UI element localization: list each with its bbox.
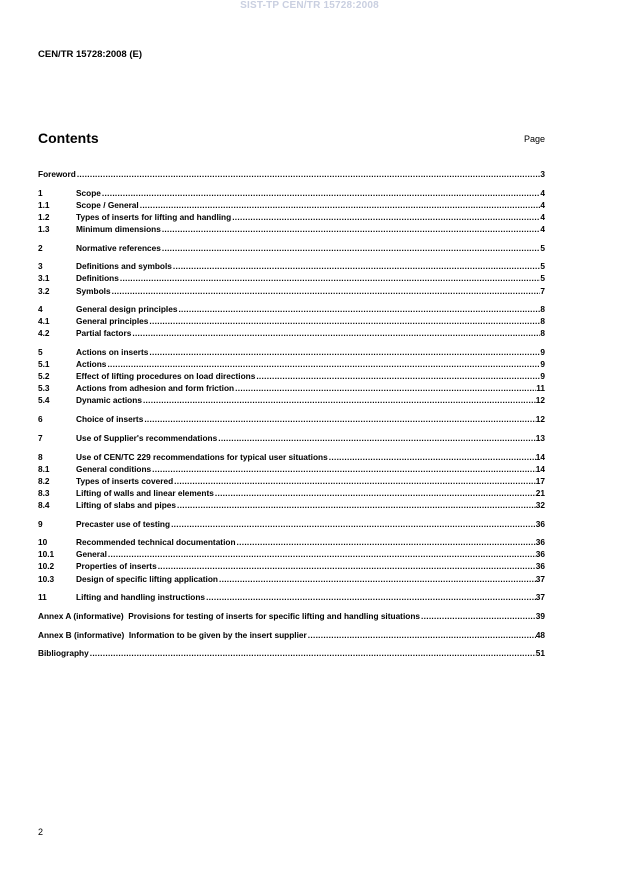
toc-group [38,518,545,530]
toc-entry-title[interactable]: Types of inserts covered [76,475,174,486]
toc-entry-number: 10 [38,537,48,548]
toc-entry[interactable] [38,285,545,297]
toc-entry[interactable] [38,187,545,199]
toc-entry[interactable] [38,591,545,603]
dot-leader [177,303,540,315]
toc-entry-number: 4.2 [38,328,50,339]
dot-leader [217,432,536,444]
toc-entry-page: 48 [535,629,545,640]
toc-entry-page: 32 [535,499,545,510]
toc-entry-number: 8.3 [38,487,50,498]
dot-leader [255,370,540,382]
toc-entry[interactable] [38,346,545,358]
toc-group [38,536,545,584]
toc-entry[interactable] [38,451,545,463]
dot-leader [143,413,535,425]
dot-leader [205,591,536,603]
toc-entry-page: 8 [540,316,545,327]
toc-entry[interactable] [38,536,545,548]
toc-entry-page: 36 [535,549,545,560]
toc-entry-page: 14 [535,463,545,474]
toc-group [38,432,545,444]
toc-group [38,610,545,622]
toc-entry-page: 12 [535,414,545,425]
dot-leader [111,285,541,297]
dot-leader [157,560,536,572]
watermark: SIST-TP CEN/TR 15728:2008 [240,0,379,11]
toc-entry[interactable] [38,432,545,444]
toc-entry-title[interactable]: Annex B (informative) Information to be given by the insert supplier [38,629,307,640]
toc-entry-title[interactable]: Precaster use of testing [76,518,171,529]
toc-entry-title[interactable]: Scope / General [76,199,139,210]
toc-entry-page: 39 [535,610,545,621]
dot-leader [106,358,540,370]
toc-entry-page: 36 [535,561,545,572]
toc-group [38,413,545,425]
toc-entry[interactable] [38,413,545,425]
toc-entry[interactable] [38,315,545,327]
toc-entry-page: 9 [540,359,545,370]
toc-entry-title[interactable]: Bibliography [38,648,89,659]
toc-entry-page: 4 [540,187,545,198]
toc-entry-number: 8.4 [38,499,50,510]
toc-entry-number: 8.2 [38,475,50,486]
dot-leader [234,382,536,394]
toc-group [38,242,545,254]
toc-entry[interactable] [38,382,545,394]
toc-entry-title[interactable]: Actions on inserts [76,347,149,358]
toc-entry-title[interactable]: Dynamic actions [76,395,142,406]
dot-leader [151,463,536,475]
toc-group [38,647,545,659]
toc-entry-title[interactable]: Effect of lifting procedures on load directions [76,371,256,382]
toc-group [38,629,545,641]
dot-leader [107,548,536,560]
toc-entry[interactable] [38,272,545,284]
toc-entry[interactable] [38,260,545,272]
toc-entry-title[interactable]: Types of inserts for lifting and handling [76,211,232,222]
toc-group [38,168,545,180]
dot-leader [101,187,540,199]
table-of-contents [38,168,545,666]
dot-leader [307,629,536,641]
dot-leader [173,475,536,487]
toc-group [38,451,545,511]
toc-entry-number: 1.1 [38,199,50,210]
toc-entry-page: 36 [535,537,545,548]
toc-group [38,591,545,603]
toc-entry-page: 8 [540,328,545,339]
toc-entry-page: 51 [535,648,545,659]
toc-entry-number: 7 [38,432,43,443]
dot-leader [76,168,541,180]
page-number: 2 [38,827,44,837]
toc-entry[interactable] [38,629,545,641]
toc-entry-page: 4 [540,223,545,234]
toc-entry[interactable] [38,475,545,487]
toc-entry[interactable] [38,499,545,511]
dot-leader [176,499,536,511]
toc-entry-number: 11 [38,592,47,603]
toc-entry[interactable] [38,647,545,659]
toc-entry[interactable] [38,518,545,530]
toc-entry-title[interactable]: Recommended technical documentation [76,537,236,548]
toc-entry-title[interactable]: Use of Supplier's recommendations [76,432,218,443]
toc-entry[interactable] [38,548,545,560]
toc-entry[interactable] [38,211,545,223]
toc-entry[interactable] [38,223,545,235]
toc-entry-number: 5.4 [38,395,50,406]
toc-entry-number: 5.1 [38,359,50,370]
dot-leader [218,573,536,585]
dot-leader [131,327,540,339]
toc-entry-page: 3 [540,169,545,179]
toc-entry-page: 37 [535,592,545,603]
toc-entry-number: 4.1 [38,316,50,327]
toc-group [38,187,545,235]
toc-entry-number: 1 [38,187,43,198]
dot-leader [161,242,541,254]
toc-entry-page: 5 [540,273,545,284]
toc-entry-page: 8 [540,304,545,315]
toc-entry-title[interactable]: General design principles [76,304,178,315]
toc-entry-title[interactable]: Actions from adhesion and form friction [76,383,235,394]
toc-entry-number: 8.1 [38,463,50,474]
toc-entry-title[interactable]: General conditions [76,463,152,474]
toc-entry-number: 4 [38,304,43,315]
toc-entry[interactable] [38,370,545,382]
toc-entry-title[interactable]: General [76,549,107,560]
toc-entry-number: 1.2 [38,211,50,222]
toc-entry-number: 3.1 [38,273,50,284]
toc-entry-title[interactable]: Lifting and handling instructions [76,592,206,603]
dot-leader [139,199,541,211]
toc-group [38,346,545,406]
dot-leader [170,518,536,530]
toc-entry-page: 11 [536,383,545,394]
dot-leader [328,451,536,463]
toc-entry[interactable] [38,327,545,339]
toc-entry-title[interactable]: Minimum dimensions [76,223,161,234]
toc-entry[interactable] [38,199,545,211]
toc-entry-page: 7 [540,285,545,296]
toc-entry[interactable] [38,303,545,315]
dot-leader [161,223,541,235]
toc-entry-page: 9 [540,371,545,382]
toc-entry-number: 10.1 [38,549,55,560]
dot-leader [231,211,540,223]
toc-entry-title[interactable]: Use of CEN/TC 229 recommendations for typical user situations [76,451,328,462]
toc-entry-title[interactable]: Definitions [76,273,119,284]
toc-entry[interactable] [38,358,545,370]
toc-entry-number: 5.2 [38,371,50,382]
toc-entry-page: 5 [540,242,545,253]
toc-entry-number: 3.2 [38,285,50,296]
toc-entry-page: 14 [535,451,545,462]
toc-entry[interactable] [38,463,545,475]
toc-entry-title[interactable]: General principles [76,316,149,327]
toc-entry[interactable] [38,560,545,572]
toc-entry-title[interactable]: Normative references [76,242,161,253]
toc-group [38,303,545,339]
toc-entry-number: 2 [38,242,43,253]
dot-leader [420,610,536,622]
dot-leader [142,394,536,406]
toc-entry-title[interactable]: Foreword [38,169,76,179]
toc-entry-page: 4 [540,211,545,222]
toc-entry-page: 13 [535,432,545,443]
toc-entry-number: 10.3 [38,573,55,584]
toc-entry-page: 4 [540,199,545,210]
page-column-label: Page [523,134,545,144]
toc-entry-page: 17 [535,475,545,486]
toc-entry-page: 21 [535,487,545,498]
toc-entry-number: 5.3 [38,383,50,394]
toc-entry-number: 1.3 [38,223,50,234]
contents-title: Contents [38,130,99,146]
toc-entry-page: 36 [535,518,545,529]
toc-group [38,260,545,296]
dot-leader [148,346,540,358]
toc-entry-title[interactable]: Scope [76,187,101,198]
toc-entry-title[interactable]: Choice of inserts [76,414,144,425]
toc-entry-title[interactable]: Design of specific lifting application [76,573,218,584]
toc-entry-page: 9 [540,347,545,358]
toc-entry[interactable] [38,242,545,254]
toc-entry-title[interactable]: Annex A (informative) Provisions for testing of inserts for specific lifting and handling situations [38,610,421,621]
dot-leader [172,260,540,272]
toc-entry[interactable] [38,394,545,406]
toc-entry-number: 5 [38,347,43,358]
toc-entry-number: 10.2 [38,561,55,572]
toc-entry-page: 37 [535,573,545,584]
dot-leader [119,272,541,284]
toc-entry-title[interactable]: Definitions and symbols [76,261,172,272]
dot-leader [214,487,536,499]
dot-leader [148,315,540,327]
toc-entry[interactable] [38,573,545,585]
toc-entry-number: 6 [38,414,43,425]
toc-entry[interactable] [38,610,545,622]
toc-entry-title[interactable]: Partial factors [76,328,132,339]
toc-entry[interactable] [38,168,545,180]
dot-leader [236,536,536,548]
toc-entry-title[interactable]: Symbols [76,285,111,296]
toc-entry-title[interactable]: Properties of inserts [76,561,157,572]
toc-entry-page: 12 [535,395,545,406]
dot-leader [89,647,536,659]
toc-entry-page: 5 [540,261,545,272]
toc-entry-number: 9 [38,518,43,529]
toc-entry-number: 3 [38,261,43,272]
toc-entry-number: 8 [38,451,43,462]
document-header: CEN/TR 15728:2008 (E) [38,49,143,60]
toc-entry-title[interactable]: Actions [76,359,107,370]
toc-entry-title[interactable]: Lifting of walls and linear elements [76,487,214,498]
toc-entry-title[interactable]: Lifting of slabs and pipes [76,499,177,510]
toc-entry[interactable] [38,487,545,499]
